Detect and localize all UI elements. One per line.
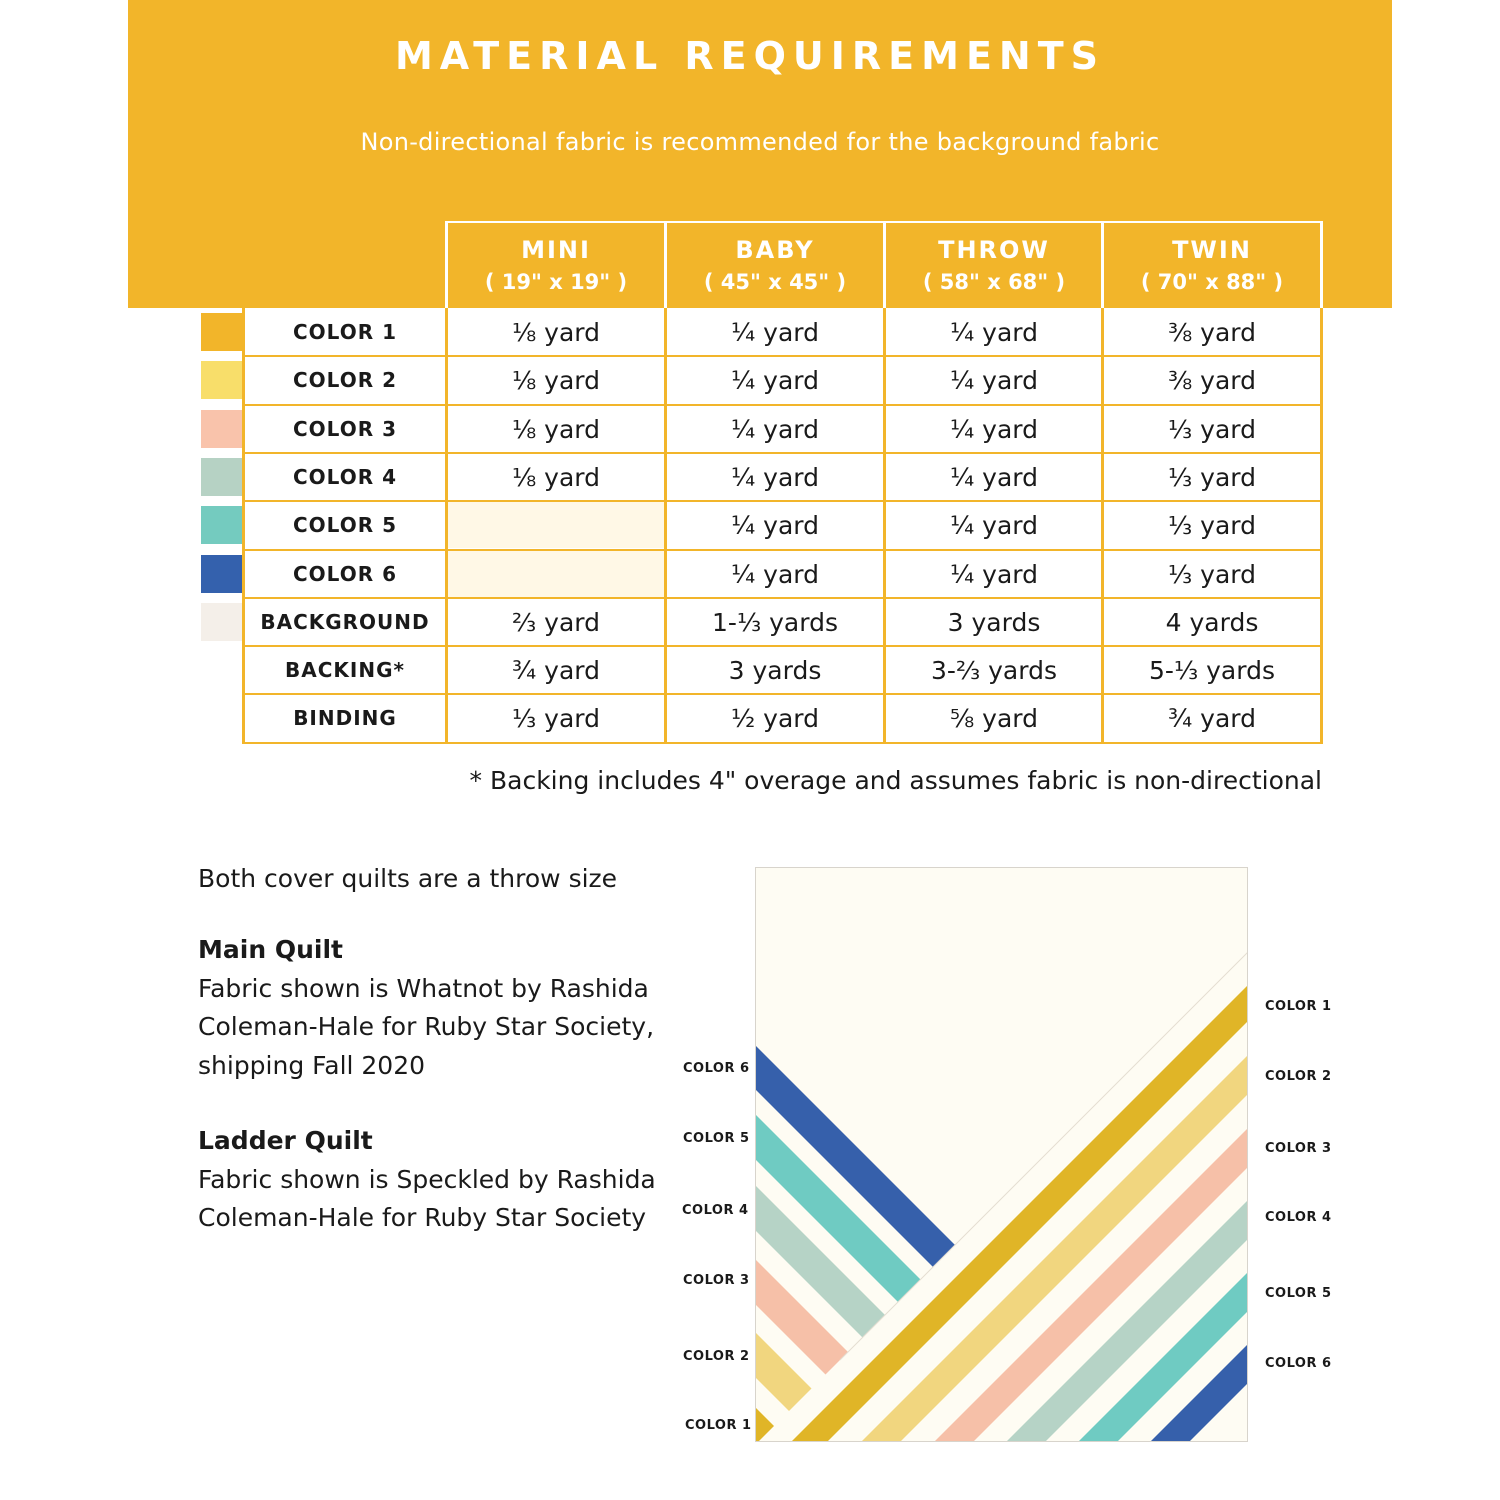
table-cell (448, 550, 664, 598)
column-divider (883, 308, 886, 744)
color-swatch (201, 410, 243, 448)
row-label: BACKGROUND (260, 610, 430, 634)
main-quilt-line: Fabric shown is Whatnot by Rashida (198, 973, 649, 1003)
quilt-left-label: COLOR 3 (683, 1273, 750, 1288)
table-cell: ⅜ yard (1167, 366, 1256, 395)
main-quilt-title: Main Quilt (198, 935, 343, 964)
table-cell (448, 501, 664, 549)
table-cell: ¼ yard (949, 463, 1038, 492)
column-divider (445, 221, 448, 308)
table-left-border (242, 308, 245, 744)
table-cell: ⅜ yard (1167, 318, 1256, 347)
column-header-mini (448, 222, 664, 306)
table-cell: ⅛ yard (511, 415, 600, 444)
table-cell: ¼ yard (730, 463, 819, 492)
table-cell: ⅓ yard (1167, 415, 1256, 444)
quilt-right-label: COLOR 1 (1265, 999, 1332, 1014)
color-swatch (201, 555, 243, 593)
ladder-quilt-info (198, 1122, 656, 1238)
quilt-right-label: COLOR 3 (1265, 1141, 1332, 1156)
quilt-right-label: COLOR 6 (1265, 1356, 1332, 1371)
main-quilt-line: shipping Fall 2020 (198, 1050, 426, 1080)
column-divider (1101, 221, 1104, 308)
table-cell: ⅔ yard (511, 608, 600, 637)
info-heading: Both cover quilts are a throw size (198, 864, 618, 893)
ladder-quilt-line: Coleman-Hale for Ruby Star Society (198, 1203, 647, 1232)
table-cell: ⅓ yard (1167, 560, 1256, 589)
column-name: TWIN (1172, 236, 1252, 264)
table-cell: ¾ yard (511, 656, 600, 685)
quilt-left-label: COLOR 4 (682, 1203, 749, 1218)
table-cell: ⅓ yard (1167, 511, 1256, 540)
column-dimensions: ( 45" x 45" ) (703, 270, 847, 294)
table-cell: ⅛ yard (511, 318, 600, 347)
column-dimensions: ( 19" x 19" ) (484, 270, 628, 294)
column-name: BABY (735, 236, 815, 264)
quilt-diagram (755, 867, 1248, 1442)
table-cell: ¼ yard (730, 366, 819, 395)
color-swatch (201, 458, 243, 496)
table-cell: ⅛ yard (511, 463, 600, 492)
column-divider (883, 221, 886, 308)
table-cell: 1-⅓ yards (712, 608, 838, 637)
column-header-twin (1104, 222, 1320, 306)
quilt-right-label: COLOR 2 (1265, 1069, 1332, 1084)
column-name: THROW (938, 236, 1050, 264)
row-label: COLOR 4 (293, 465, 397, 489)
quilt-left-label: COLOR 6 (683, 1061, 750, 1076)
table-cell: ¼ yard (949, 415, 1038, 444)
row-label: COLOR 3 (293, 417, 397, 441)
main-quilt-line: Coleman-Hale for Ruby Star Society, (198, 1012, 655, 1041)
quilt-right-label: COLOR 4 (1265, 1210, 1332, 1225)
table-cell: ¼ yard (949, 511, 1038, 540)
color-swatch (201, 313, 243, 351)
column-dimensions: ( 58" x 68" ) (922, 270, 1066, 294)
row-label: BINDING (293, 706, 397, 730)
backing-footnote: * Backing includes 4" overage and assumes fabric is non-directional (469, 766, 1322, 795)
ladder-quilt-line: Fabric shown is Speckled by Rashida (198, 1164, 656, 1194)
table-cell: ¼ yard (730, 560, 819, 589)
table-cell: ½ yard (730, 704, 819, 733)
ladder-quilt-title: Ladder Quilt (198, 1126, 373, 1155)
column-name: MINI (521, 236, 591, 264)
table-cell: ¼ yard (949, 318, 1038, 347)
column-divider (664, 221, 667, 308)
column-divider (664, 308, 667, 744)
table-cell: ¼ yard (949, 366, 1038, 395)
main-quilt-info (198, 931, 654, 1085)
table-cell: ¼ yard (730, 511, 819, 540)
table-cell: ¾ yard (1167, 704, 1256, 733)
color-swatch (201, 603, 243, 641)
table-cell: ⅛ yard (511, 366, 600, 395)
row-label: COLOR 5 (293, 513, 397, 537)
quilt-right-label: COLOR 5 (1265, 1286, 1332, 1301)
row-label: COLOR 2 (293, 368, 397, 392)
column-dimensions: ( 70" x 88" ) (1140, 270, 1284, 294)
table-cell: ¼ yard (730, 318, 819, 347)
table-cell: ¼ yard (730, 415, 819, 444)
table-cell: ⅝ yard (949, 704, 1038, 733)
color-swatch (201, 506, 243, 544)
table-cell: 4 yards (1165, 608, 1259, 637)
row-label: COLOR 6 (293, 562, 397, 586)
quilt-left-label: COLOR 1 (685, 1418, 752, 1433)
row-label: COLOR 1 (293, 320, 397, 344)
column-header-throw (886, 222, 1102, 306)
column-divider (1320, 308, 1323, 744)
row-label: BACKING* (285, 658, 405, 682)
quilt-left-label: COLOR 2 (683, 1349, 750, 1364)
table-cell: 3 yards (728, 656, 822, 685)
column-divider (445, 308, 448, 744)
table-cell: 5-⅓ yards (1149, 656, 1275, 685)
color-swatch (201, 361, 243, 399)
column-divider (1101, 308, 1104, 744)
table-cell: ⅓ yard (1167, 463, 1256, 492)
table-cell: 3 yards (947, 608, 1041, 637)
column-divider (1320, 221, 1323, 308)
page-subtitle: Non-directional fabric is recommended for the background fabric (360, 128, 1160, 156)
page-title: MATERIAL REQUIREMENTS (394, 34, 1105, 78)
table-cell: ⅓ yard (511, 704, 600, 733)
table-cell: 3-⅔ yards (931, 656, 1057, 685)
quilt-left-label: COLOR 5 (683, 1131, 750, 1146)
row-divider (243, 742, 1322, 744)
table-cell: ¼ yard (949, 560, 1038, 589)
column-header-baby (667, 222, 883, 306)
